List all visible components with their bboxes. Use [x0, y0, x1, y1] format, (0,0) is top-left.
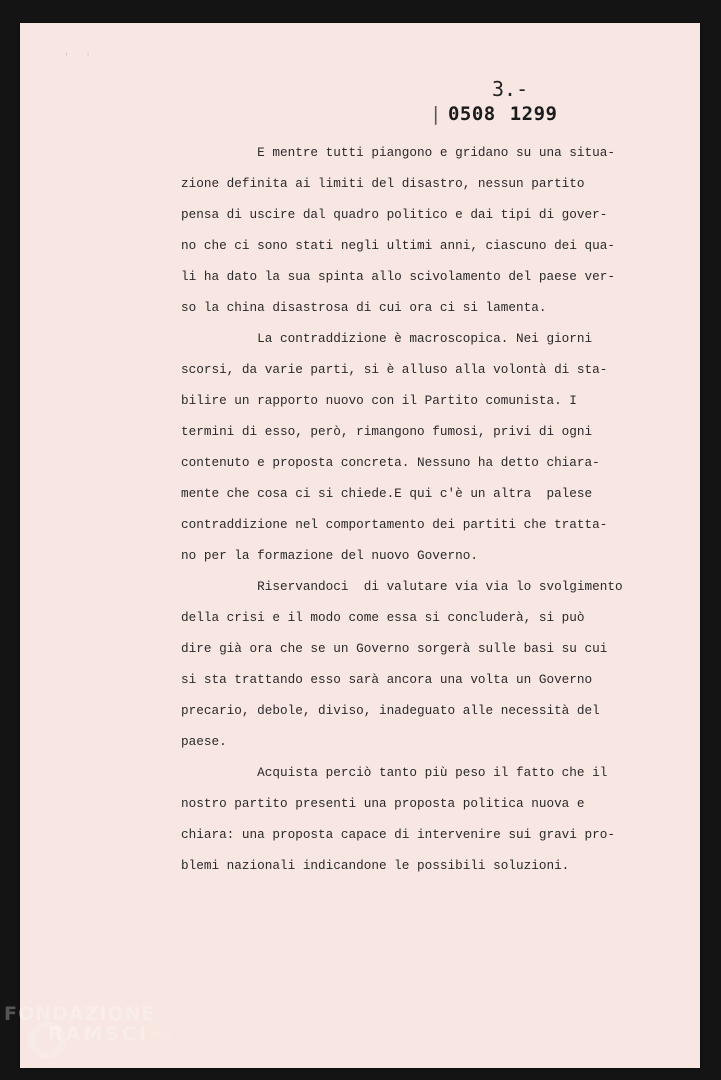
text-line: Riservandoci di valutare via via lo svolgimento	[181, 579, 623, 594]
watermark-line-2: RAMSCI	[48, 1023, 149, 1045]
text-line: dire già ora che se un Governo sorgerà sulle basi su cui	[181, 641, 608, 656]
document-page	[20, 23, 700, 1068]
text-line: si sta trattando esso sarà ancora una volta un Governo	[181, 672, 593, 687]
watermark-line-1: FONDAZIONE	[4, 1003, 156, 1025]
text-line: precario, debole, diviso, inadeguato alle necessità del	[181, 703, 600, 718]
faint-marks: ' '	[64, 53, 97, 62]
fondazione-gramsci-watermark	[4, 1003, 172, 1045]
text-line: contenuto e proposta concreta. Nessuno ha detto chiara-	[181, 455, 600, 470]
text-line: Acquista perciò tanto più peso il fatto che il	[181, 765, 608, 780]
g-logo-icon	[28, 1021, 66, 1059]
text-line: no che ci sono stati negli ultimi anni, ciascuno dei qua-	[181, 238, 615, 253]
watermark-suffix: onlus	[150, 1030, 172, 1039]
text-line: blemi nazionali indicandone le possibili soluzioni.	[181, 858, 570, 873]
text-line: termini di esso, però, rimangono fumosi, privi di ogni	[181, 424, 593, 439]
archive-stamp	[430, 103, 557, 125]
text-line: nostro partito presenti una proposta politica nuova e	[181, 796, 585, 811]
text-line: no per la formazione del nuovo Governo.	[181, 548, 478, 563]
text-line: mente che cosa ci si chiede.E qui c'è un altra palese	[181, 486, 593, 501]
stamp-right-number: 1299	[509, 103, 558, 125]
page-number: 3.-	[492, 77, 529, 101]
stamp-tick: |	[430, 103, 442, 125]
text-line: so la china disastrosa di cui ora ci si lamenta.	[181, 300, 547, 315]
text-line: della crisi e il modo come essa si concluderà, si può	[181, 610, 585, 625]
text-line: pensa di uscire dal quadro politico e dai tipi di gover-	[181, 207, 608, 222]
text-line: La contraddizione è macroscopica. Nei giorni	[181, 331, 593, 346]
text-line: scorsi, da varie parti, si è alluso alla volontà di sta-	[181, 362, 608, 377]
text-line: E mentre tutti piangono e gridano su una situa-	[181, 145, 615, 160]
text-line: contraddizione nel comportamento dei partiti che tratta-	[181, 517, 608, 532]
text-line: li ha dato la sua spinta allo scivolamento del paese ver-	[181, 269, 615, 284]
stamp-left-number: 0508	[447, 103, 496, 125]
text-line: bilire un rapporto nuovo con il Partito comunista. I	[181, 393, 577, 408]
text-line: chiara: una proposta capace di intervenire sui gravi pro-	[181, 827, 615, 842]
text-line: paese.	[181, 734, 227, 749]
text-line: zione definita ai limiti del disastro, nessun partito	[181, 176, 585, 191]
typed-body-text	[181, 137, 623, 881]
